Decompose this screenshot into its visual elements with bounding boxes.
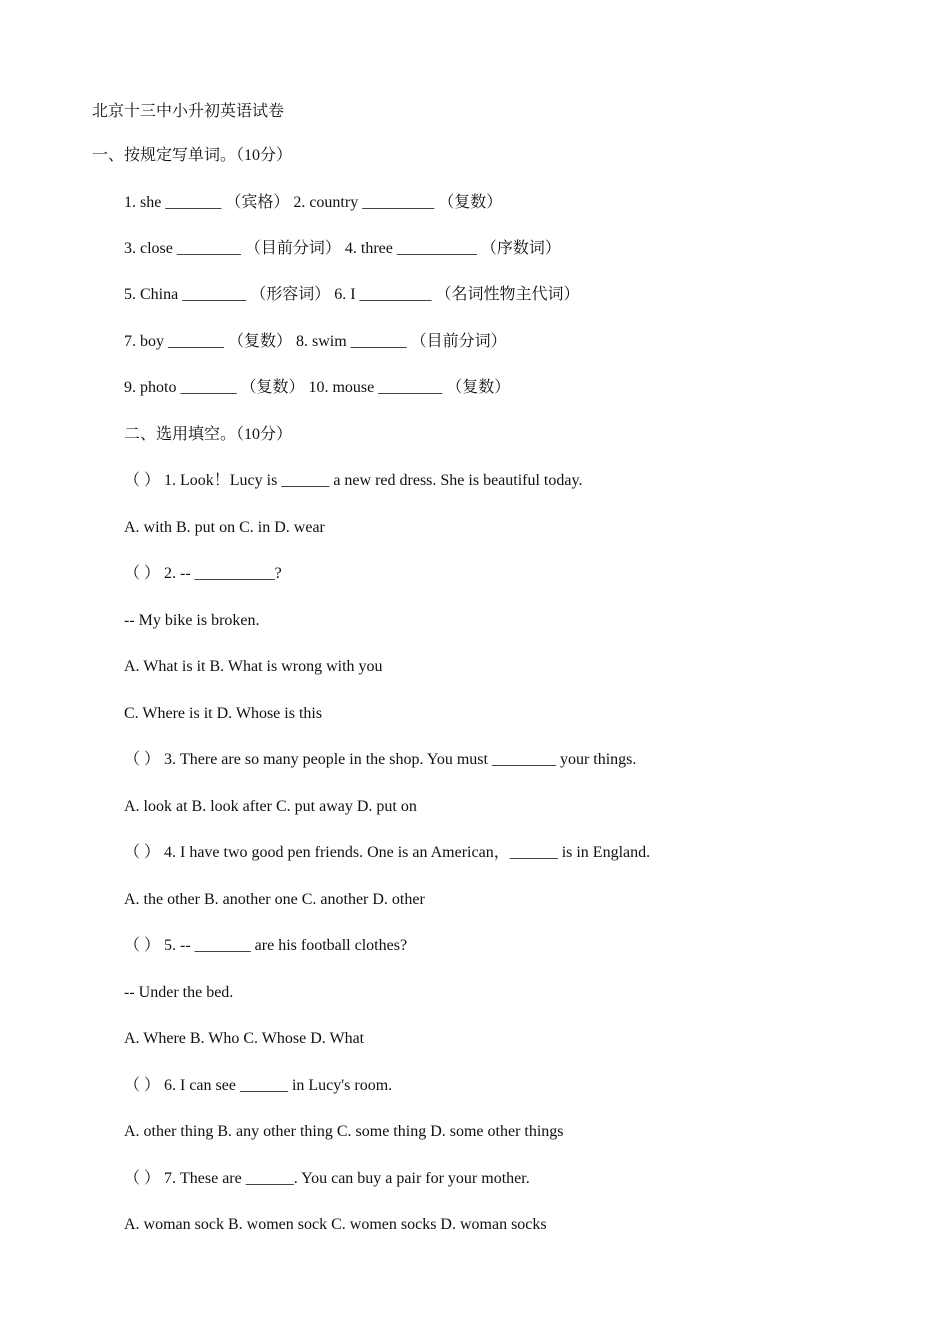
dialogue-line: -- Under the bed. [124,984,234,1001]
word-item: 9. photo _______ （复数） 10. mouse ________ （复数） [124,379,511,396]
answer-options: A. What is it B. What is wrong with you [124,658,383,675]
section-1-heading: 一、按规定写单词。（10分） [92,147,293,164]
section-2-heading: 二、选用填空。（10分） [124,426,293,443]
answer-options: C. Where is it D. Whose is this [124,705,323,722]
answer-options: A. woman sock B. women sock C. women socks D. woman socks [124,1216,547,1233]
question-line: （ ） 1. Look！Lucy is ______ a new red dress. She is beautiful today. [124,472,583,489]
word-item: 1. she _______ （宾格） 2. country _________ （复数） [124,194,503,211]
question-line: （ ） 5. -- _______ are his football clothes? [124,937,408,954]
word-item: 5. China ________ （形容词） 6. I _________ （名词性物主代词） [124,286,580,303]
word-item: 3. close ________ （目前分词） 4. three __________ （序数词） [124,240,561,257]
dialogue-line: -- My bike is broken. [124,612,260,629]
question-line: （ ） 2. -- __________? [124,565,282,582]
answer-options: A. with B. put on C. in D. wear [124,519,325,536]
question-line: （ ） 6. I can see ______ in Lucy's room. [124,1077,393,1094]
question-line: （ ） 7. These are ______. You can buy a pair for your mother. [124,1170,530,1187]
question-line: （ ） 3. There are so many people in the shop. You must ________ your things. [124,751,637,768]
word-item: 7. boy _______ （复数） 8. swim _______ （目前分词） [124,333,507,350]
answer-options: A. other thing B. any other thing C. some thing D. some other things [124,1123,564,1140]
answer-options: A. look at B. look after C. put away D. put on [124,798,417,815]
exam-title: 北京十三中小升初英语试卷 [92,103,285,120]
answer-options: A. the other B. another one C. another D. other [124,891,425,908]
answer-options: A. Where B. Who C. Whose D. What [124,1030,365,1047]
question-line: （ ） 4. I have two good pen friends. One is an American，______ is in England. [124,844,651,861]
